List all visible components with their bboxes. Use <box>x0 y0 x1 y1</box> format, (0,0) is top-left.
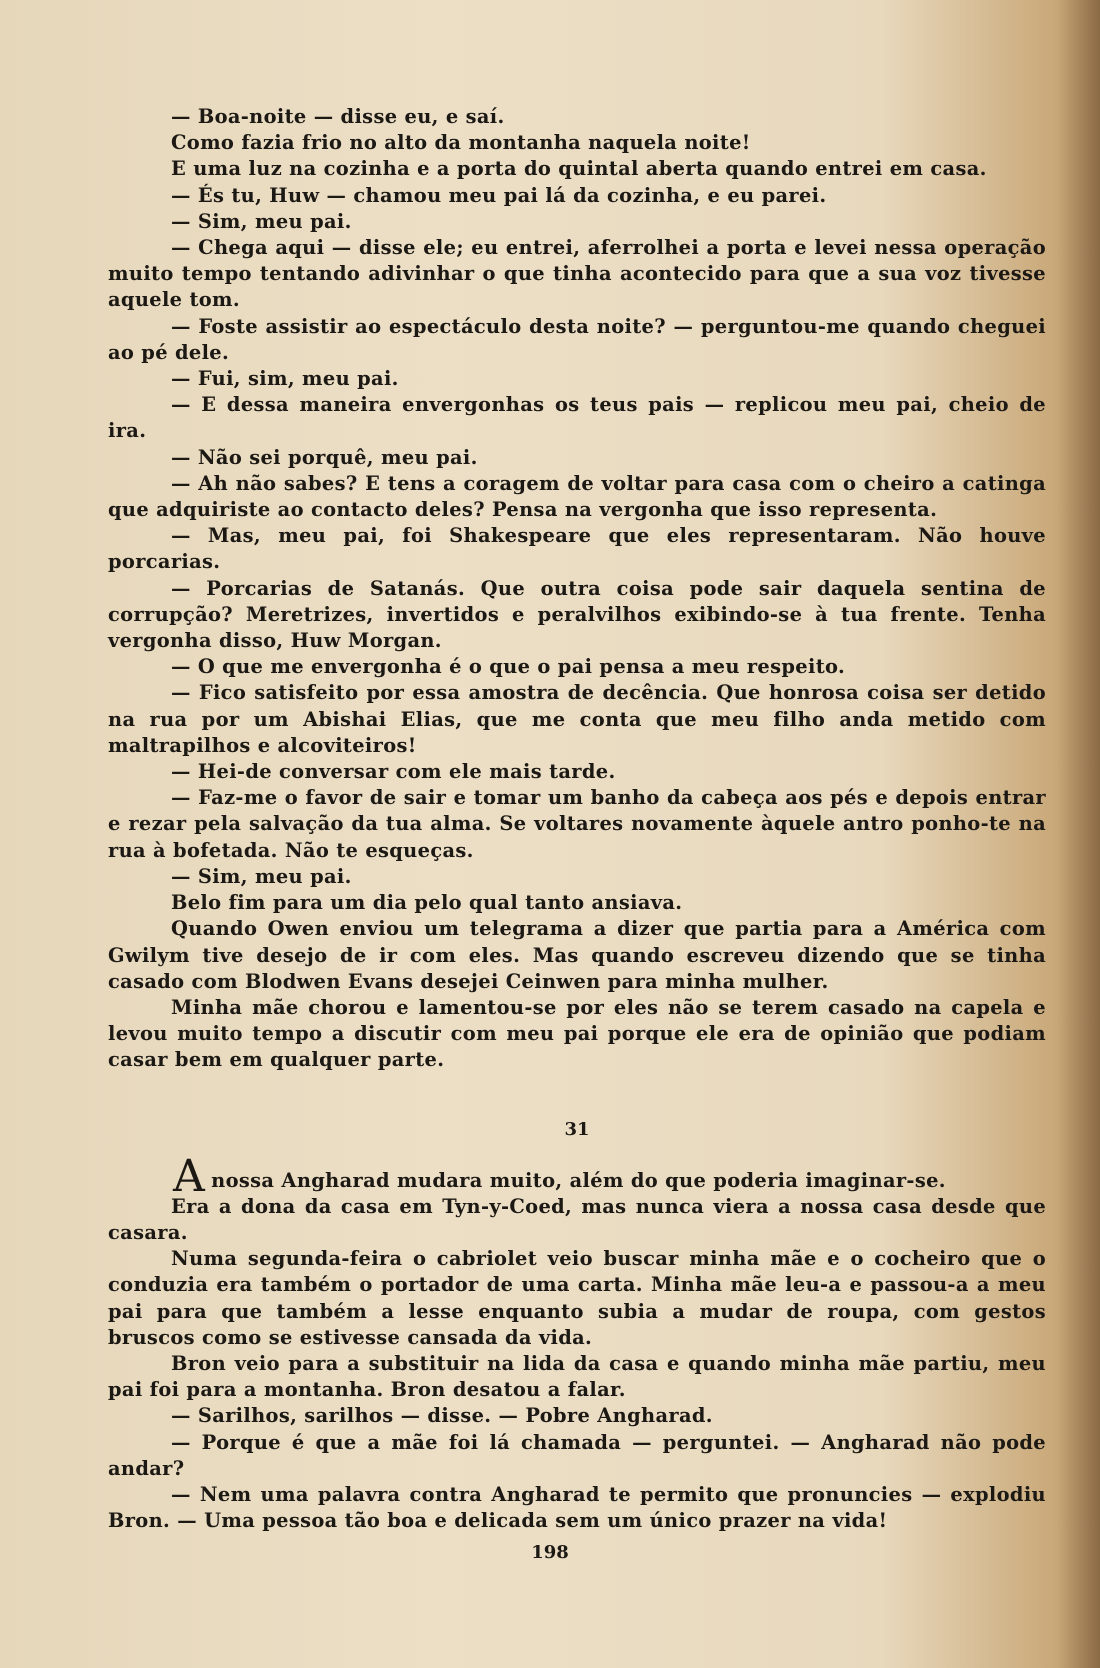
text-block-chapter <box>108 1194 1046 1535</box>
paragraph: — Ah não sabes? E tens a coragem de voltar para casa com o cheiro a catinga que adquiriste ao contacto deles? Pensa na vergonha que isso representa. <box>108 471 1046 522</box>
paragraph: — O que me envergonha é o que o pai pensa a meu respeito. <box>171 655 846 679</box>
paragraph: — Sarilhos, sarilhos — disse. — Pobre Angharad. <box>171 1404 713 1428</box>
paragraph: Belo fim para um dia pelo qual tanto ansiava. <box>171 891 683 915</box>
paragraph: Era a dona da casa em Tyn-y-Coed, mas nunca viera a nossa casa desde que casara. <box>108 1194 1046 1244</box>
paragraph: — Boa-noite — disse eu, e saí. <box>171 105 505 128</box>
paragraph: Numa segunda-feira o cabriolet veio buscar minha mãe e o cocheiro que o conduzia era também o portador de uma carta. Minha mãe leu-a e passou-a a meu pai para que também a lesse enquanto subia a mudar de roupa, com gestos bruscos como se estivesse cansada da vida. <box>108 1247 1046 1349</box>
book-page <box>108 104 1046 1534</box>
drop-cap: A <box>173 1150 206 1202</box>
paragraph: — Não sei porquê, meu pai. <box>171 445 478 469</box>
paragraph: — Porque é que a mãe foi lá chamada — perguntei. — Angharad não pode andar? <box>108 1430 1046 1480</box>
paragraph: — Sim, meu pai. <box>171 864 352 888</box>
paragraph: — Nem uma palavra contra Angharad te permito que pronuncies — explodiu Bron. — Uma pessoa tão boa e delicada sem um único prazer na vida! <box>108 1482 1046 1533</box>
paragraph: — Faz-me o favor de sair e tomar um banho da cabeça aos pés e depois entrar e rezar pela salvação da tua alma. Se voltares novamente àquele antro ponho-te na rua à bofetada. Não te esqueças. <box>108 786 1046 862</box>
page-number: 198 <box>531 1542 569 1563</box>
chapter-first-paragraph <box>108 1150 1046 1202</box>
chapter-first-text: nossa Angharad mudara muito, além do que poderia imaginar-se. <box>211 1168 946 1192</box>
paragraph: — Porcarias de Satanás. Que outra coisa pode sair daquela sentina de corrupção? Meretrizes, invertidos e peralvilhos exibindo-se à tua frente. Tenha vergonha disso, Huw Morgan. <box>108 576 1046 653</box>
paragraph: — És tu, Huw — chamou meu pai lá da cozinha, e eu parei. <box>171 183 827 207</box>
paragraph: Bron veio para a substituir na lida da casa e quando minha mãe partiu, meu pai foi para a montanha. Bron desatou a falar. <box>108 1351 1046 1402</box>
paragraph: — Foste assistir ao espectáculo desta noite? — perguntou-me quando cheguei ao pé dele. <box>108 314 1046 364</box>
paragraph: — E dessa maneira envergonhas os teus pais — replicou meu pai, cheio de ira. <box>108 393 1046 443</box>
paragraph: — Fico satisfeito por essa amostra de decência. Que honrosa coisa ser detido na rua por um Abishai Elias, que me conta que meu filho anda metido com maltrapilhos e alcoviteiros! <box>108 681 1046 757</box>
paragraph: — Mas, meu pai, foi Shakespeare que eles representaram. Não houve porcarias. <box>108 524 1046 574</box>
chapter-opening <box>108 1150 1046 1202</box>
paragraph: Minha mãe chorou e lamentou-se por eles não se terem casado na capela e levou muito tempo a discutir com meu pai porque ele era de opinião que podiam casar bem em qualquer parte. <box>108 995 1046 1072</box>
chapter-number: 31 <box>564 1118 590 1140</box>
text-block-top <box>108 104 1046 1074</box>
paragraph: Quando Owen enviou um telegrama a dizer que partia para a América com Gwilym tive desejo de ir com eles. Mas quando escreveu dizendo que se tinha casado com Blodwen Evans desejei Ceinwen para minha mulher. <box>108 917 1046 993</box>
paragraph: — Fui, sim, meu pai. <box>171 367 399 391</box>
paragraph: — Sim, meu pai. <box>171 209 352 233</box>
paragraph: E uma luz na cozinha e a porta do quintal aberta quando entrei em casa. <box>171 157 987 181</box>
paragraph: Como fazia frio no alto da montanha naquela noite! <box>171 131 751 155</box>
paragraph: — Hei-de conversar com ele mais tarde. <box>171 760 616 784</box>
paragraph: — Chega aqui — disse ele; eu entrei, aferrolhei a porta e levei nessa operação muito tempo tentando adivinhar o que tinha acontecido para que a sua voz tivesse aquele tom. <box>108 236 1046 312</box>
